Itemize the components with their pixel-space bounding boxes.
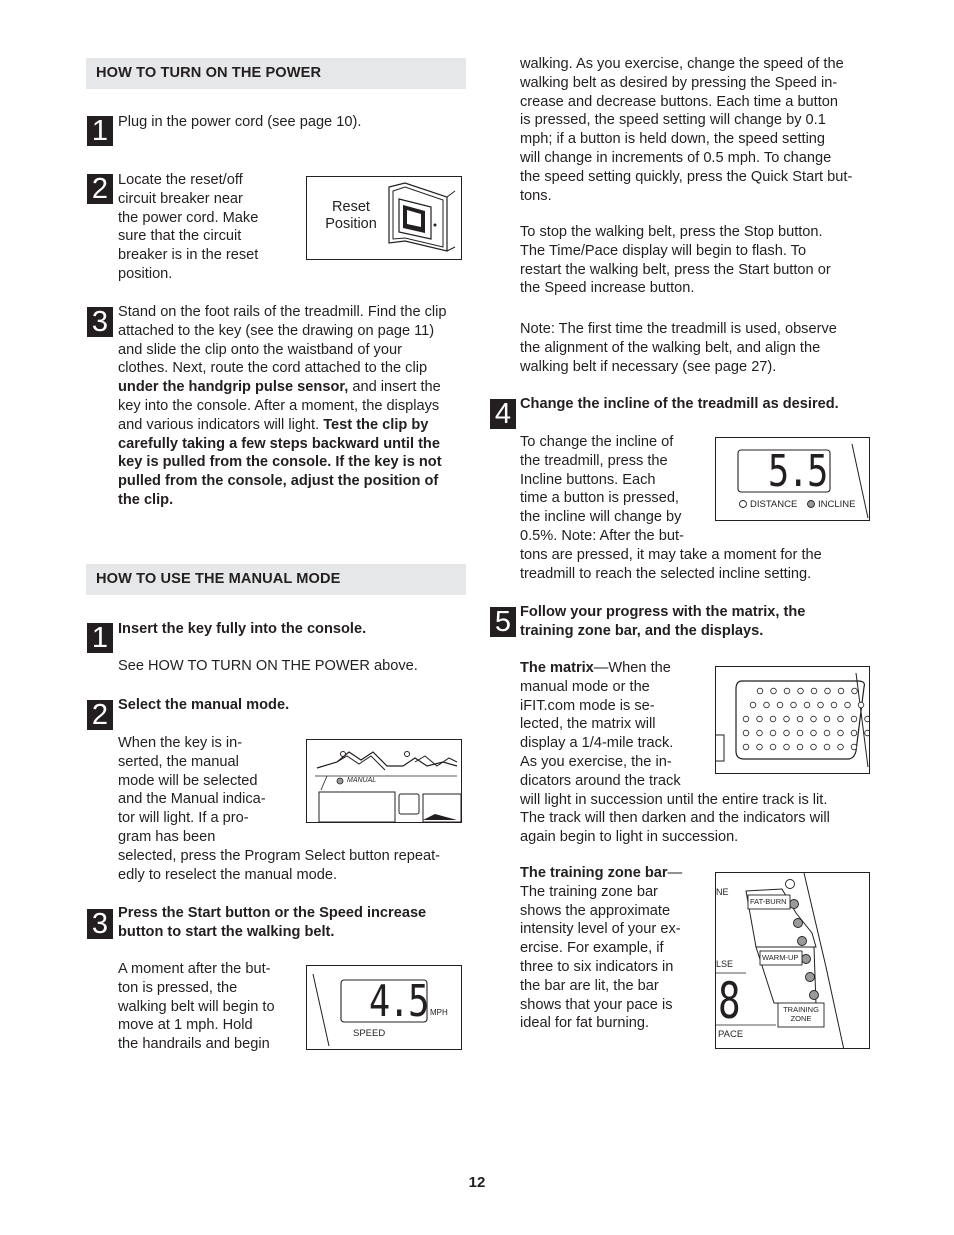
text-line: gram has been xyxy=(118,828,216,845)
speed-display-value: 4.5 xyxy=(369,976,428,1027)
text-line: and the Manual indica- xyxy=(118,791,266,808)
text-line: move at 1 mph. Hold xyxy=(118,1017,253,1034)
zone-fig-ne-label: NE xyxy=(716,887,729,897)
manual-indicator-label: MANUAL xyxy=(347,777,377,784)
matrix-dot xyxy=(743,716,749,722)
training-zone-text xyxy=(520,864,720,1033)
manual-section-heading: HOW TO USE THE MANUAL MODE xyxy=(86,564,466,595)
text-line: intensity level of your ex- xyxy=(520,921,681,938)
matrix-dot xyxy=(811,688,817,694)
text-line: 0.5%. Note: After the but- xyxy=(520,527,684,544)
text-line: display a 1/4-mile track. xyxy=(520,735,674,752)
text-line: crease and decrease buttons. Each time a button xyxy=(520,93,839,110)
distance-indicator-label: DISTANCE xyxy=(750,499,798,510)
matrix-dot xyxy=(831,702,837,708)
matrix-dot xyxy=(784,730,790,736)
text-line: mph; if a button is held down, the speed setting xyxy=(520,131,826,148)
text-line: The Time/Pace display will begin to flash. To xyxy=(520,242,807,259)
power-step-3-number: 3 xyxy=(87,307,113,337)
manual-indicator-figure xyxy=(306,739,462,823)
text-line: treadmill to reach the selected incline setting. xyxy=(520,565,812,582)
matrix-dot xyxy=(825,688,831,694)
matrix-dot xyxy=(811,730,817,736)
text-line: the handrails and begin xyxy=(118,1036,270,1053)
matrix-dot xyxy=(838,716,844,722)
text-line: carefully taking a few steps backward until the xyxy=(118,435,440,452)
matrix-dot xyxy=(770,730,776,736)
text-line: the clip. xyxy=(118,491,174,508)
training-label-line: TRAINING xyxy=(783,1005,819,1014)
power-section-heading: HOW TO TURN ON THE POWER xyxy=(86,58,466,89)
text-line: Press the Start button or the Speed increase xyxy=(118,905,427,921)
text-line: the treadmill, press the xyxy=(520,452,668,469)
text-line: To stop the walking belt, press the Stop button. xyxy=(520,224,823,240)
manual-step-1-text: See HOW TO TURN ON THE POWER above. xyxy=(118,658,418,674)
power-step-2-text xyxy=(118,171,258,284)
text-line: walking belt will begin to xyxy=(118,998,275,1015)
text-line: lected, the matrix will xyxy=(520,716,656,733)
matrix-dot xyxy=(838,688,844,694)
reset-label-line: Reset xyxy=(332,199,370,215)
text-line: tons are pressed, it may take a moment for the xyxy=(520,546,822,563)
fat-burn-label: FAT-BURN xyxy=(750,897,787,906)
step-5-number: 5 xyxy=(490,607,516,637)
text-line: serted, the manual xyxy=(118,753,239,770)
circuit-breaker-icon xyxy=(307,177,462,260)
matrix-dot xyxy=(771,688,777,694)
text-line: pulled from the console, adjust the position of xyxy=(118,473,439,490)
text-line: The track will then darken and the indicators will xyxy=(520,810,830,827)
text-line: Incline buttons. Each xyxy=(520,471,656,488)
speed-label: SPEED xyxy=(353,1028,386,1039)
console-profile-icon xyxy=(307,740,462,823)
matrix-dot xyxy=(784,744,790,750)
matrix-dot xyxy=(757,730,763,736)
text-span: — xyxy=(667,865,683,881)
text-line: position. xyxy=(118,265,173,282)
text-span: and various indicators will light. xyxy=(118,416,324,433)
text-line: The training zone bar xyxy=(520,883,658,900)
text-line: manual mode or the xyxy=(520,678,650,695)
text-line: circuit breaker near xyxy=(118,190,243,207)
power-step-1-number: 1 xyxy=(87,116,113,146)
text-line: Locate the reset/off xyxy=(118,172,243,188)
matrix-dot xyxy=(852,688,858,694)
bold-phrase: under the handgrip pulse sensor, xyxy=(118,379,349,396)
matrix-dot xyxy=(865,730,870,736)
text-line xyxy=(118,416,468,435)
bold-phrase: Test the clip by xyxy=(323,416,429,433)
bold-phrase: The matrix xyxy=(520,660,594,676)
text-span: —When the xyxy=(593,660,671,676)
matrix-dot xyxy=(743,744,749,750)
manual-step-2-title: Select the manual mode. xyxy=(118,697,290,713)
matrix-dot xyxy=(784,688,790,694)
matrix-dot xyxy=(757,744,763,750)
stop-belt-text xyxy=(520,223,880,298)
matrix-dot xyxy=(811,716,817,722)
matrix-figure xyxy=(715,666,870,774)
text-line: edly to reselect the manual mode. xyxy=(118,866,338,883)
text-line: time a button is pressed, xyxy=(520,490,679,507)
matrix-dot xyxy=(764,702,770,708)
text-line: tons. xyxy=(520,187,552,204)
text-line: selected, press the Program Select button repeat- xyxy=(118,847,441,864)
matrix-dot xyxy=(797,716,803,722)
speed-display-figure xyxy=(306,965,462,1050)
matrix-track-icon xyxy=(716,667,870,774)
text-line: the alignment of the walking belt, and align the xyxy=(520,339,821,356)
matrix-dot xyxy=(770,716,776,722)
matrix-dot xyxy=(865,716,870,722)
power-step-3-text xyxy=(118,303,468,510)
step-5-title xyxy=(520,603,805,641)
text-line: ton is pressed, the xyxy=(118,979,238,996)
matrix-dot xyxy=(838,744,844,750)
pace-digit-display: 8 xyxy=(718,972,741,1030)
reset-label-line: Position xyxy=(325,216,377,232)
text-line: restart the walking belt, press the Start button or xyxy=(520,261,831,278)
text-line: the incline will change by xyxy=(520,509,682,526)
step-4-number: 4 xyxy=(490,399,516,429)
training-zone-label xyxy=(778,1006,824,1023)
manual-step-3-text xyxy=(118,960,275,1054)
matrix-dot xyxy=(791,702,797,708)
matrix-dot xyxy=(851,744,857,750)
text-line: breaker is in the reset xyxy=(118,247,259,264)
matrix-dot xyxy=(811,744,817,750)
manual-step-1-number: 1 xyxy=(87,623,113,653)
matrix-dot xyxy=(824,730,830,736)
text-line: will change in increments of 0.5 mph. To change xyxy=(520,149,832,166)
text-line: and slide the clip onto the waistband of your xyxy=(118,341,402,358)
text-line: mode will be selected xyxy=(118,772,258,789)
text-line: the speed setting quickly, press the Quick Start but- xyxy=(520,168,853,185)
text-line: tor will light. If a pro- xyxy=(118,810,249,827)
bold-phrase: The training zone bar xyxy=(520,865,668,881)
text-line: iFIT.com mode is se- xyxy=(520,697,655,714)
matrix-dot xyxy=(818,702,824,708)
text-line: Stand on the foot rails of the treadmill. Find the clip xyxy=(118,304,447,320)
text-line: Follow your progress with the matrix, the xyxy=(520,604,806,620)
text-line: walking. As you exercise, change the speed of the xyxy=(520,56,844,72)
zone-label-line: ZONE xyxy=(790,1013,812,1023)
reset-position-figure xyxy=(306,176,462,260)
text-line: Note: The first time the treadmill is used, observe xyxy=(520,321,837,337)
text-line: When the key is in- xyxy=(118,735,243,751)
incline-display-value: 5.5 xyxy=(768,446,827,497)
matrix-dot xyxy=(797,730,803,736)
matrix-dot xyxy=(851,716,857,722)
matrix-dot xyxy=(845,702,851,708)
matrix-dot xyxy=(784,716,790,722)
matrix-dot xyxy=(777,702,783,708)
matrix-dot xyxy=(743,730,749,736)
text-line xyxy=(520,864,720,883)
page-number: 12 xyxy=(468,1174,486,1191)
text-line: To change the incline of xyxy=(520,434,674,450)
text-line: walking belt if necessary (see page 27). xyxy=(520,358,777,375)
zone-fig-lse-label: LSE xyxy=(716,959,734,969)
matrix-dot xyxy=(824,716,830,722)
warm-up-label: WARM-UP xyxy=(762,953,799,962)
matrix-dot xyxy=(750,702,756,708)
speed-continued-text xyxy=(520,55,880,205)
matrix-dot xyxy=(824,744,830,750)
matrix-dot xyxy=(798,688,804,694)
matrix-dot xyxy=(757,716,763,722)
text-line: attached to the key (see the drawing on page 11) xyxy=(118,322,435,339)
step-4-title: Change the incline of the treadmill as desired. xyxy=(520,396,839,412)
speed-unit-label: MPH xyxy=(430,1008,448,1017)
text-line: ercise. For example, if xyxy=(520,940,664,957)
pace-label: PACE xyxy=(718,1029,744,1040)
incline-indicator-label: INCLINE xyxy=(818,499,856,510)
text-line: clothes. Next, route the cord attached to the clip xyxy=(118,360,428,377)
matrix-dot xyxy=(804,702,810,708)
text-line: shows the approximate xyxy=(520,902,671,919)
power-step-1-text: Plug in the power cord (see page 10). xyxy=(118,114,362,130)
incline-display-figure xyxy=(715,437,870,521)
text-line: training zone bar, and the displays. xyxy=(520,622,764,639)
text-line: dicators around the track xyxy=(520,772,681,789)
matrix-dot xyxy=(757,688,763,694)
text-line: is pressed, the speed setting will change by 0.1 xyxy=(520,112,826,129)
matrix-dot xyxy=(770,744,776,750)
text-line: walking belt as desired by pressing the Speed in- xyxy=(520,74,838,91)
manual-step-1-title: Insert the key fully into the console. xyxy=(118,621,367,637)
text-line: sure that the circuit xyxy=(118,228,242,245)
text-line: the Speed increase button. xyxy=(520,280,695,297)
text-span: and insert the xyxy=(348,379,441,396)
belt-alignment-note xyxy=(520,320,880,376)
manual-step-2-number: 2 xyxy=(87,700,113,730)
text-line: shows that your pace is xyxy=(520,996,673,1013)
manual-step-3-number: 3 xyxy=(87,909,113,939)
text-line: again begin to light in succession. xyxy=(520,829,739,846)
text-line: the bar are lit, the bar xyxy=(520,977,659,994)
text-line: the power cord. Make xyxy=(118,209,259,226)
matrix-dot xyxy=(797,744,803,750)
text-line xyxy=(118,378,468,397)
text-line: three to six indicators in xyxy=(520,958,674,975)
text-line: A moment after the but- xyxy=(118,961,271,977)
text-line: ideal for fat burning. xyxy=(520,1015,649,1032)
text-line: button to start the walking belt. xyxy=(118,923,335,940)
training-zone-figure xyxy=(715,872,870,1049)
text-line: As you exercise, the in- xyxy=(520,753,672,770)
text-line: key into the console. After a moment, the displays xyxy=(118,397,440,414)
matrix-dot xyxy=(838,730,844,736)
text-line: will light in succession until the entire track is lit. xyxy=(520,791,828,808)
manual-step-3-title xyxy=(118,904,426,942)
text-line: key is pulled from the console. If the key is not xyxy=(118,454,442,471)
power-step-2-number: 2 xyxy=(87,174,113,204)
matrix-dot xyxy=(851,730,857,736)
matrix-dot xyxy=(858,702,864,708)
